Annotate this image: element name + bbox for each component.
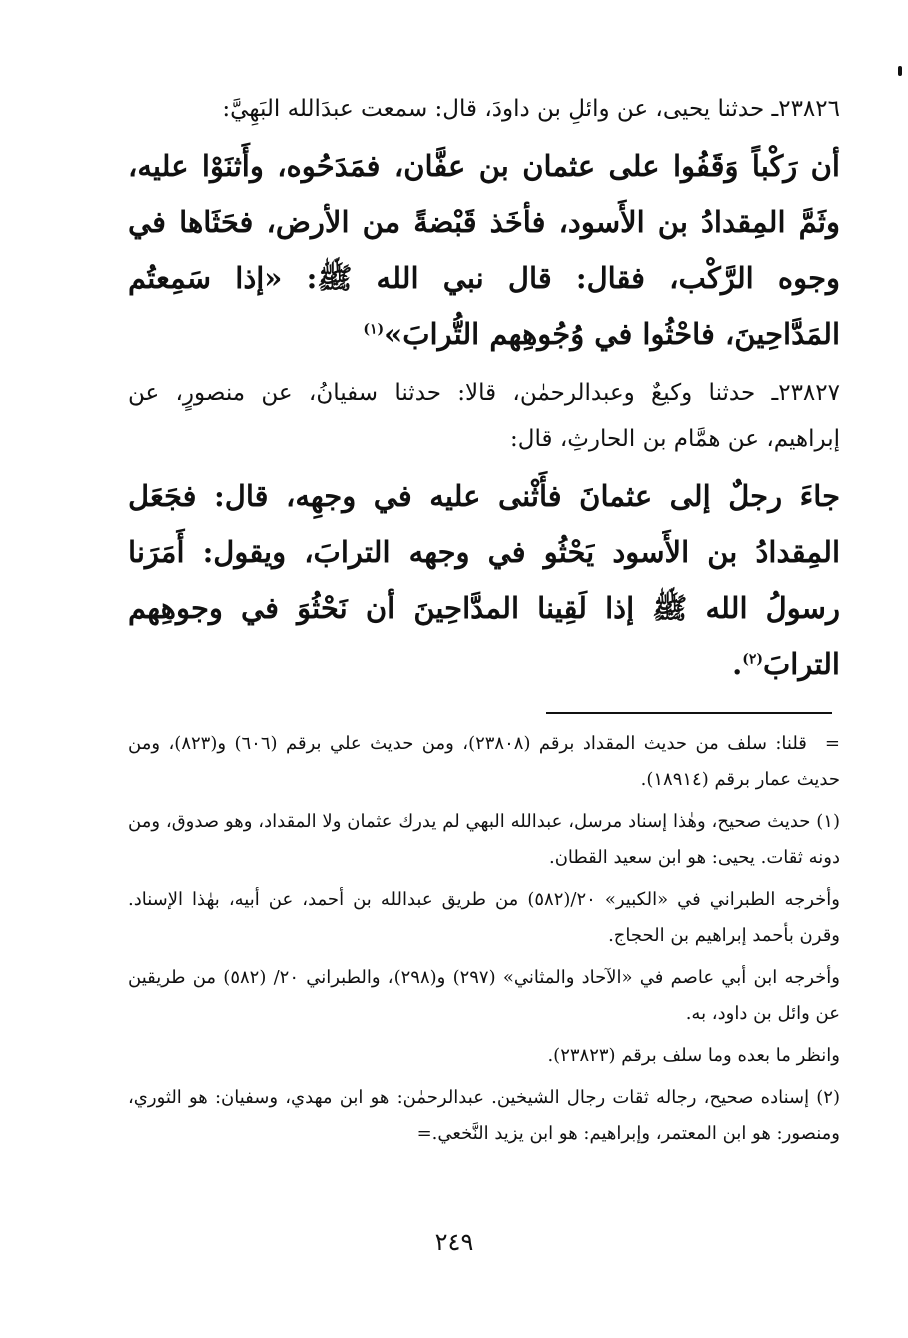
- footnote-1-a: (١) حديث صحيح، وهٰذا إسناد مرسل، عبدالله البهي لم يدرك عثمان ولا المقداد، وهو صدوق، ومن دونه ثقات. يحيى: هو ابن سعيد القطان.: [128, 811, 840, 868]
- page-edge-mark: [898, 66, 902, 76]
- page-number: ٢٤٩: [434, 1228, 474, 1256]
- footnote-ref-1[interactable]: (١): [363, 321, 385, 338]
- footnote-continuation-text: قلنا: سلف من حديث المقداد برقم (٢٣٨٠٨)، ومن حديث علي برقم (٦٠٦) و(٨٢٣)، ومن حديث عمار برقم (١٨٩١٤).: [128, 733, 840, 790]
- footnote-2-a: (٢) إسناده صحيح، رجاله ثقات رجال الشيخين. عبدالرحمٰن: هو ابن مهدي، وسفيان: هو الثوري، ومنصور: هو ابن المعتمر، وإبراهيم: هو ابن يزيد النَّخعي.=: [128, 1087, 840, 1144]
- footnote-separator: [546, 712, 832, 714]
- hadith-23826-isnad: ٢٣٨٢٦ـ حدثنا يحيى، عن وائلِ بن داودَ، قال: سمعت عبدَالله البَهِيَّ:: [222, 96, 840, 122]
- footnote-1-b: وأخرجه الطبراني في «الكبير» ٢٠/(٥٨٢) من طريق عبدالله بن أحمد، عن أبيه، بهٰذا الإسناد. وقرن بأحمد إبراهيم بن الحجاج.: [128, 889, 840, 946]
- footnote-1-c: وأخرجه ابن أبي عاصم في «الآحاد والمثاني» (٢٩٧) و(٢٩٨)، والطبراني ٢٠/ (٥٨٢) من طريقين عن وائل بن داود، به.: [128, 967, 840, 1024]
- hadith-23827-end-punct: .: [732, 647, 743, 681]
- footnote-1-d: وانظر ما بعده وما سلف برقم (٢٣٨٢٣).: [547, 1045, 840, 1066]
- hadith-23827-matn-text: جاءَ رجلٌ إلى عثمانَ فأَثْنى عليه في وجهِه، قال: فجَعَل المِقدادُ بن الأَسود يَحْثُو في وجهه الترابَ، ويقول: أَمَرَنا رسولُ الله ﷺ إذا لَقِينا المدَّاحِينَ أن نَحْثُوَ في وجوهِهم الترابَ: [128, 479, 840, 681]
- footnote-continuation: [128, 726, 840, 798]
- hadith-23826-matn-text: أن رَكْباً وَقَفُوا على عثمان بن عفَّان، فمَدَحُوه، وأَثنَوْا عليه، وثَمَّ المِقدادُ بن الأَسود، فأخَذ قَبْضةً من الأرض، فحَثَاها في وجوه الرَّكْب، فقال: قال نبي الله ﷺ: «إذا سَمِعتُم المَدَّاحِينَ، فاحْثُوا في وُجُوهِهم التُّرابَ»: [128, 149, 840, 351]
- footnote-ref-2[interactable]: (٢): [742, 651, 763, 668]
- footnotes: [128, 726, 840, 1158]
- continuation-mark: =: [824, 733, 840, 754]
- hadith-23826-matn: [128, 138, 840, 362]
- hadith-23827-isnad: ٢٣٨٢٧ـ حدثنا وكيعٌ وعبدالرحمٰن، قالا: حدثنا سفيانُ، عن منصورٍ، عن إبراهيم، عن همَّام بن الحارثِ، قال:: [128, 380, 840, 452]
- hadith-23827-matn: [128, 468, 840, 692]
- main-text: [128, 86, 840, 700]
